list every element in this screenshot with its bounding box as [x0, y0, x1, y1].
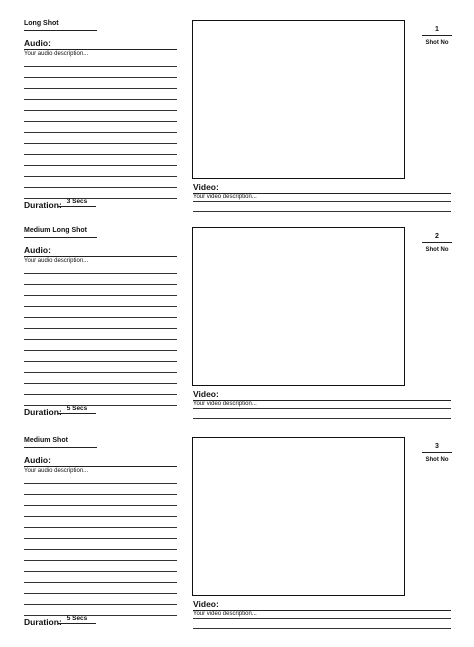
audio-line[interactable] [24, 372, 177, 373]
audio-line[interactable] [24, 273, 177, 274]
storyboard-panel-3 [0, 437, 474, 647]
audio-label: Audio: [24, 245, 177, 257]
audio-line[interactable] [24, 295, 177, 296]
duration-label: Duration: [24, 407, 62, 417]
audio-line[interactable] [24, 154, 177, 155]
shot-number[interactable]: 2 [422, 233, 452, 243]
audio-line[interactable] [24, 328, 177, 329]
video-label: Video: [193, 599, 451, 611]
video-frame[interactable] [192, 227, 405, 386]
audio-label: Audio: [24, 38, 177, 50]
audio-line[interactable] [24, 99, 177, 100]
audio-line[interactable] [24, 361, 177, 362]
audio-line[interactable] [24, 604, 177, 605]
shot-type-label: Long Shot [24, 20, 97, 31]
audio-line[interactable] [24, 383, 177, 384]
audio-line[interactable] [24, 284, 177, 285]
video-label: Video: [193, 182, 451, 194]
audio-line[interactable] [24, 198, 177, 199]
shot-no-label: Shot No [425, 247, 449, 253]
audio-line[interactable] [24, 394, 177, 395]
audio-line[interactable] [24, 615, 177, 616]
audio-line[interactable] [24, 339, 177, 340]
storyboard-panel-1 [0, 20, 474, 230]
audio-line[interactable] [24, 317, 177, 318]
audio-line[interactable] [24, 110, 177, 111]
audio-description-field[interactable]: Your audio description... [24, 51, 89, 57]
audio-line[interactable] [24, 187, 177, 188]
shot-no-label: Shot No [425, 40, 449, 46]
video-line[interactable] [193, 418, 451, 419]
audio-line[interactable] [24, 66, 177, 67]
shot-type-label: Medium Shot [24, 437, 97, 448]
audio-line[interactable] [24, 483, 177, 484]
duration-value[interactable]: 5 Secs [58, 615, 96, 624]
audio-description-field[interactable]: Your audio description... [24, 468, 89, 474]
audio-line[interactable] [24, 306, 177, 307]
audio-line[interactable] [24, 132, 177, 133]
video-frame[interactable] [192, 20, 405, 179]
audio-line[interactable] [24, 143, 177, 144]
audio-line[interactable] [24, 527, 177, 528]
audio-line[interactable] [24, 350, 177, 351]
audio-line[interactable] [24, 165, 177, 166]
video-label: Video: [193, 389, 451, 401]
video-line[interactable] [193, 618, 451, 619]
audio-line[interactable] [24, 538, 177, 539]
video-line[interactable] [193, 211, 451, 212]
audio-line[interactable] [24, 593, 177, 594]
video-description-field[interactable]: Your video description... [193, 194, 257, 200]
video-line[interactable] [193, 628, 451, 629]
video-description-field[interactable]: Your video description... [193, 401, 257, 407]
video-line[interactable] [193, 408, 451, 409]
audio-description-field[interactable]: Your audio description... [24, 258, 89, 264]
duration-value[interactable]: 3 Secs [58, 198, 96, 207]
audio-line[interactable] [24, 176, 177, 177]
audio-line[interactable] [24, 560, 177, 561]
audio-line[interactable] [24, 571, 177, 572]
audio-line[interactable] [24, 88, 177, 89]
duration-value[interactable]: 5 Secs [58, 405, 96, 414]
video-frame[interactable] [192, 437, 405, 596]
shot-number[interactable]: 1 [422, 26, 452, 36]
duration-label: Duration: [24, 200, 62, 210]
duration-label: Duration: [24, 617, 62, 627]
video-line[interactable] [193, 201, 451, 202]
shot-number[interactable]: 3 [422, 443, 452, 453]
audio-line[interactable] [24, 582, 177, 583]
audio-line[interactable] [24, 516, 177, 517]
video-description-field[interactable]: Your video description... [193, 611, 257, 617]
audio-label: Audio: [24, 455, 177, 467]
audio-line[interactable] [24, 494, 177, 495]
audio-line[interactable] [24, 505, 177, 506]
audio-line[interactable] [24, 121, 177, 122]
storyboard-panel-2 [0, 227, 474, 437]
shot-type-label: Medium Long Shot [24, 227, 97, 238]
audio-line[interactable] [24, 549, 177, 550]
audio-line[interactable] [24, 77, 177, 78]
shot-no-label: Shot No [425, 457, 449, 463]
audio-line[interactable] [24, 405, 177, 406]
